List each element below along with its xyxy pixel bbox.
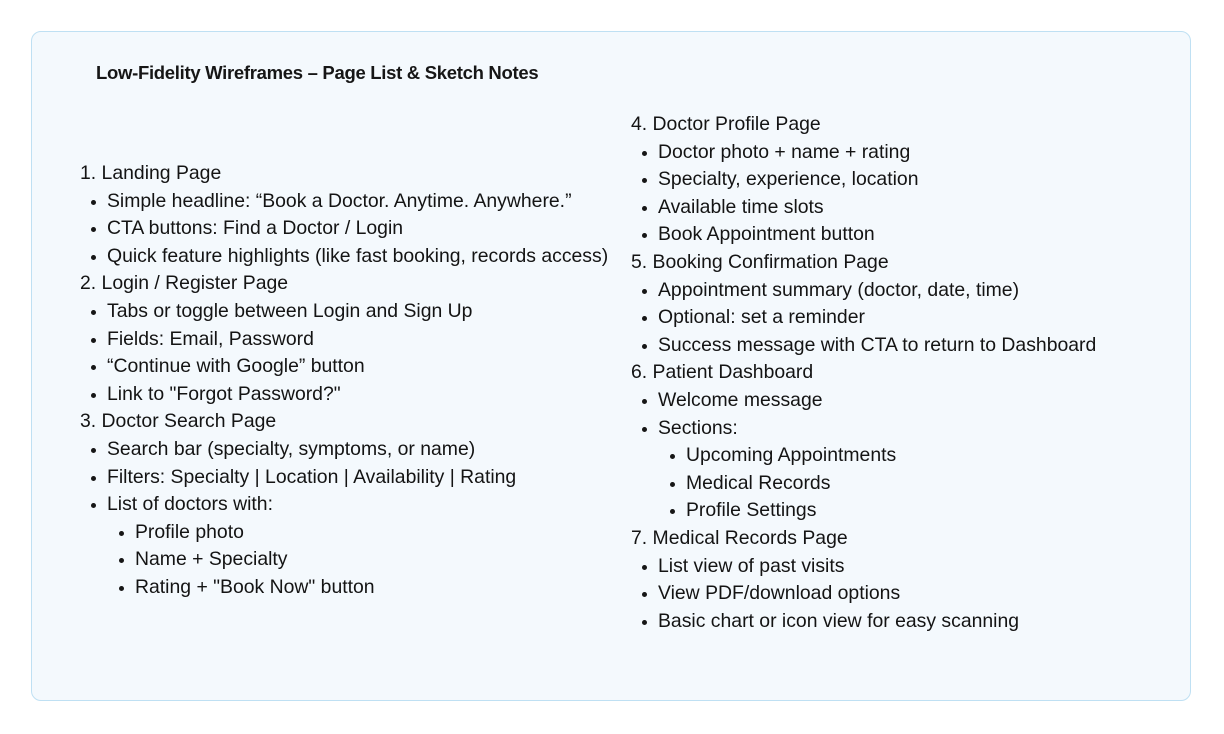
list-item-text: Book Appointment button	[658, 223, 875, 246]
section-title: 1. Landing Page	[80, 162, 222, 184]
list-item-text: Appointment summary (doctor, date, time)	[658, 278, 1020, 301]
list-item	[658, 415, 1171, 443]
bullet-list	[80, 188, 620, 271]
list-item-text: Fields: Email, Password	[107, 327, 314, 350]
list-item-text: List view of past visits	[658, 554, 845, 577]
list-item-text: Quick feature highlights (like fast booking, records access)	[107, 244, 609, 267]
list-item	[107, 326, 620, 354]
list-item	[658, 304, 1171, 332]
list-item-text: List of doctors with:	[107, 493, 273, 516]
sub-list-item: Profile Settings	[686, 497, 1171, 525]
right-column	[631, 111, 1171, 635]
sub-bullet-list	[658, 442, 1171, 525]
list-item	[658, 553, 1171, 581]
section-title: 5. Booking Confirmation Page	[631, 250, 889, 273]
list-item-text: Sections:	[658, 416, 738, 439]
list-item-text: View PDF/download options	[658, 582, 901, 605]
list-item-text: Success message with CTA to return to Dashboard	[658, 333, 1097, 356]
list-item	[658, 139, 1171, 167]
list-item-text: Doctor photo + name + rating	[658, 140, 911, 163]
list-item-text: Simple headline: “Book a Doctor. Anytime. Anywhere.”	[107, 189, 572, 212]
list-item	[658, 332, 1171, 360]
list-item	[107, 215, 620, 243]
list-item	[107, 381, 620, 409]
sub-list-item: Rating + "Book Now" button	[135, 574, 620, 602]
list-item-text: Filters: Specialty | Location | Availability | Rating	[107, 465, 517, 488]
list-item	[658, 194, 1171, 222]
list-item	[658, 277, 1171, 305]
list-item-text: Optional: set a reminder	[658, 306, 865, 329]
list-item	[658, 221, 1171, 249]
bullet-list	[631, 277, 1171, 360]
sub-list-item: Name + Specialty	[135, 546, 620, 574]
list-item	[658, 166, 1171, 194]
list-item	[107, 491, 620, 519]
bullet-list	[80, 436, 620, 602]
list-item-text: “Continue with Google” button	[107, 355, 365, 378]
list-item	[658, 608, 1171, 636]
list-item-text: Specialty, experience, location	[658, 168, 919, 191]
list-item-text: Basic chart or icon view for easy scanning	[658, 609, 1020, 632]
section-title: 3. Doctor Search Page	[80, 410, 277, 433]
bullet-list	[80, 298, 620, 408]
notes-card	[31, 31, 1191, 701]
list-item-text: Available time slots	[658, 195, 824, 218]
sub-list-item: Upcoming Appointments	[686, 442, 1171, 470]
list-item	[107, 188, 620, 216]
section-title: 4. Doctor Profile Page	[631, 113, 821, 135]
section-title: 7. Medical Records Page	[631, 526, 848, 549]
sub-list-item: Profile photo	[135, 519, 620, 547]
list-item	[107, 436, 620, 464]
left-column	[80, 160, 620, 602]
list-item	[107, 464, 620, 492]
list-item-text: Welcome message	[658, 388, 823, 411]
bullet-list	[631, 139, 1171, 249]
list-item	[658, 580, 1171, 608]
page-title: Low-Fidelity Wireframes – Page List & Sketch Notes	[96, 62, 539, 83]
sub-bullet-list	[107, 519, 620, 602]
list-item	[107, 298, 620, 326]
list-item	[658, 387, 1171, 415]
list-item-text: CTA buttons: Find a Doctor / Login	[107, 217, 404, 240]
section-title: 2. Login / Register Page	[80, 272, 289, 295]
list-item	[107, 243, 620, 271]
sub-list-item: Medical Records	[686, 470, 1171, 498]
list-item-text: Tabs or toggle between Login and Sign Up	[107, 299, 473, 322]
section-title: 6. Patient Dashboard	[631, 361, 814, 384]
list-item-text: Search bar (specialty, symptoms, or name)	[107, 437, 476, 460]
list-item	[107, 353, 620, 381]
bullet-list	[631, 387, 1171, 525]
bullet-list	[631, 553, 1171, 636]
list-item-text: Link to "Forgot Password?"	[107, 382, 341, 405]
